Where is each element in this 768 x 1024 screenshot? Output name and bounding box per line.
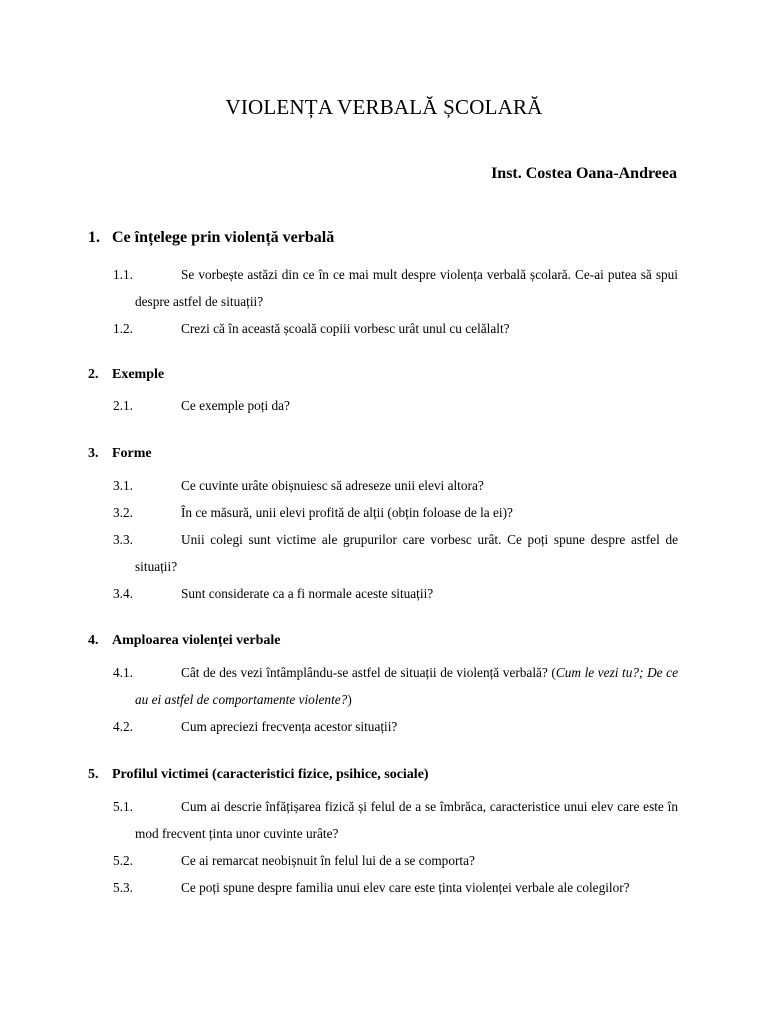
list-item: [113, 315, 678, 342]
section-title: Profilul victimei (caracteristici fizice, psihice, sociale): [112, 767, 429, 782]
item-number: 3.2.: [113, 505, 133, 520]
section-title: Amploarea violenței verbale: [112, 633, 281, 648]
section-title: Exemple: [112, 367, 165, 382]
section-heading: [88, 632, 678, 650]
section-title: Forme: [112, 446, 152, 461]
item-number: 4.1.: [113, 665, 133, 680]
item-text: Unii colegi sunt victime ale grupurilor care vorbesc urât. Ce poți spune despre astfel de situații?: [135, 532, 678, 574]
item-text: Cum ai descrie înfățișarea fizică și felul de a se îmbrăca, caracteristice unui elev care este în mod frecvent ținta unor cuvinte urâte?: [135, 799, 678, 841]
item-number: 2.1.: [113, 398, 133, 413]
section-number: 1.: [88, 229, 100, 246]
section-5: [88, 766, 678, 901]
item-number: 5.3.: [113, 880, 133, 895]
section-heading: [88, 445, 678, 463]
item-text: Ce poți spune despre familia unui elev care este ținta violenței verbale ale colegilor?: [181, 880, 630, 895]
item-text: În ce măsură, unii elevi profită de alții (obțin foloase de la ei)?: [181, 505, 513, 520]
list-item: [113, 392, 678, 419]
list-item: [113, 793, 678, 847]
section-4: [88, 632, 678, 740]
list-item: [113, 874, 678, 901]
list-item: [113, 580, 678, 607]
item-text: Ce exemple poți da?: [181, 398, 290, 413]
item-number: 4.2.: [113, 719, 133, 734]
list-item: [113, 713, 678, 740]
list-item: [113, 526, 678, 580]
section-2: [88, 366, 678, 419]
section-number: 5.: [88, 767, 99, 782]
item-number: 5.2.: [113, 853, 133, 868]
author-name: Inst. Costea Oana-Andreea: [491, 165, 677, 182]
section-number: 2.: [88, 367, 99, 382]
list-item: [113, 847, 678, 874]
item-text-main: Cât de des vezi întâmplându-se astfel de situații de violență verbală? (: [181, 665, 556, 680]
item-text: Ce cuvinte urâte obișnuiesc să adreseze unii elevi altora?: [181, 478, 484, 493]
section-heading: [88, 229, 678, 247]
section-number: 3.: [88, 446, 99, 461]
section-title: Ce înțelege prin violență verbală: [112, 229, 335, 246]
item-text-italic: Cum le vezi tu?; De ce au ei astfel de comportamente violente?: [135, 665, 678, 707]
list-item: [113, 659, 678, 713]
item-text: Cum apreciezi frecvența acestor situații?: [181, 719, 398, 734]
item-number: 1.1.: [113, 267, 133, 282]
item-number: 3.4.: [113, 586, 133, 601]
section-3: [88, 445, 678, 607]
item-text-after: ): [347, 692, 352, 707]
item-text: Sunt considerate ca a fi normale aceste situații?: [181, 586, 434, 601]
section-heading: [88, 766, 678, 784]
item-text: Ce ai remarcat neobișnuit în felul lui de a se comporta?: [181, 853, 475, 868]
list-item: [113, 472, 678, 499]
item-number: 1.2.: [113, 321, 133, 336]
list-item: [113, 261, 678, 315]
document-title: VIOLENȚA VERBALĂ ȘCOLARĂ: [225, 95, 543, 119]
list-item: [113, 499, 678, 526]
item-number: 3.1.: [113, 478, 133, 493]
item-number: 3.3.: [113, 532, 133, 547]
item-number: 5.1.: [113, 799, 133, 814]
item-text: Crezi că în această școală copiii vorbesc urât unul cu celălalt?: [181, 321, 510, 336]
item-text: Se vorbește astăzi din ce în ce mai mult despre violența verbală școlară. Ce-ai putea să spui despre astfel de situații?: [135, 267, 678, 309]
section-number: 4.: [88, 633, 99, 648]
section-heading: [88, 366, 678, 384]
item-text: [113, 659, 678, 713]
section-1: [88, 229, 678, 342]
